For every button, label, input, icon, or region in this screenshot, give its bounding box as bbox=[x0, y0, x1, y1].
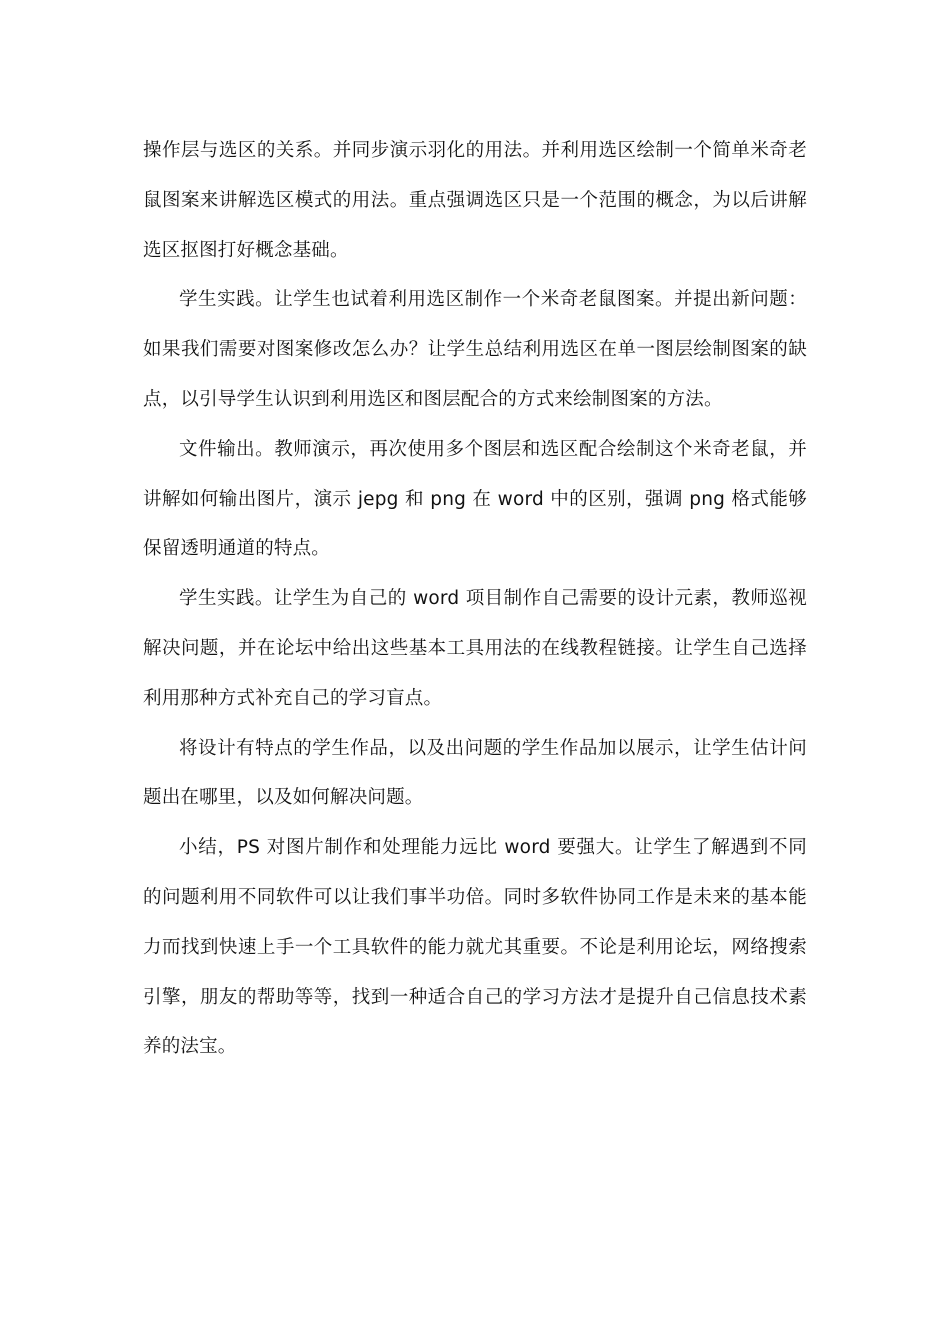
document-body bbox=[143, 126, 807, 1072]
paragraph-5: 将设计有特点的学生作品，以及出问题的学生作品加以展示，让学生估计问题出在哪里，以及如何解决问题。 bbox=[143, 737, 807, 809]
paragraph-6: 小结，PS 对图片制作和处理能力远比 word 要强大。让学生了解遇到不同的问题利用不同软件可以让我们事半功倍。同时多软件协同工作是未来的基本能力而找到快速上手一个工具软件的能力就尤其重要。不论是利用论坛，网络搜索引擎，朋友的帮助等等，找到一种适合自己的学习方法才是提升自己信息技术素养的法宝。 bbox=[143, 837, 807, 1058]
paragraph-2: 学生实践。让学生也试着利用选区制作一个米奇老鼠图案。并提出新问题：如果我们需要对图案修改怎么办？让学生总结利用选区在单一图层绘制图案的缺点，以引导学生认识到利用选区和图层配合的方式来绘制图案的方法。 bbox=[143, 289, 807, 410]
paragraph-3: 文件输出。教师演示，再次使用多个图层和选区配合绘制这个米奇老鼠，并讲解如何输出图片，演示 jepg 和 png 在 word 中的区别，强调 png 格式能够保留透明通道的特点。 bbox=[143, 438, 807, 560]
paragraph-1: 操作层与选区的关系。并同步演示羽化的用法。并利用选区绘制一个简单米奇老鼠图案来讲解选区模式的用法。重点强调选区只是一个范围的概念，为以后讲解选区抠图打好概念基础。 bbox=[143, 140, 807, 261]
paragraph-4: 学生实践。让学生为自己的 word 项目制作自己需要的设计元素，教师巡视解决问题，并在论坛中给出这些基本工具用法的在线教程链接。让学生自己选择利用那种方式补充自己的学习盲点。 bbox=[143, 588, 807, 709]
